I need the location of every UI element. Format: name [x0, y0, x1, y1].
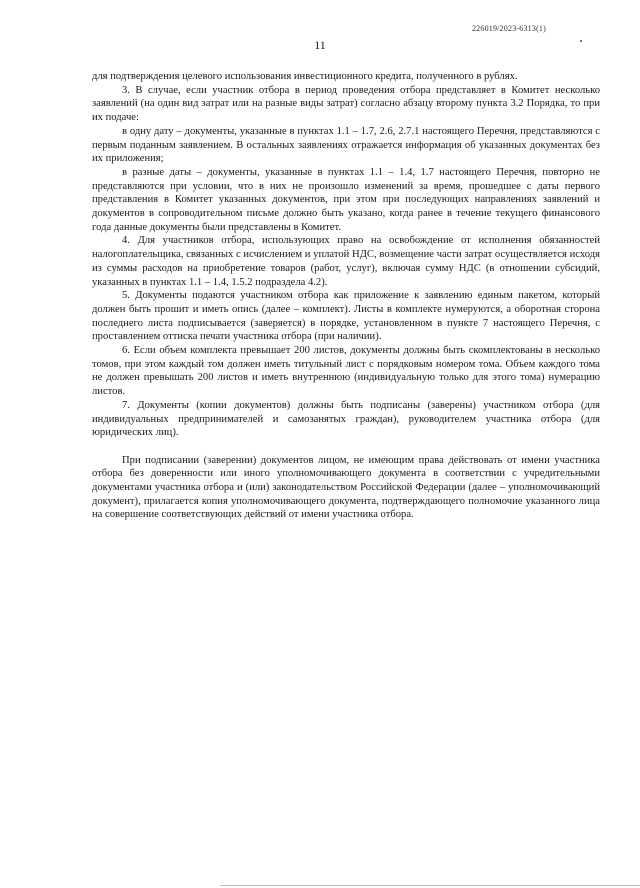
paragraph-same-date: в одну дату – документы, указанные в пунктах 1.1 – 1.7, 2.6, 2.7.1 настоящего Перечня, представляются с первым поданным заявлением. В остальных заявлениях отражается информация об указанных документах без их приложения;: [92, 125, 600, 165]
scan-dot: [580, 40, 582, 42]
paragraph-signing: При подписании (заверении) документов лицом, не имеющим права действовать от имени участника отбора без доверенности или иного уполномочивающего документа в соответствии с учредительными документами участника отбора и (или) законодательством Российской Федерации (далее – уполномочивающий документ), прилагается копия уполномочивающего документа, подтверждающего полномочие указанного лица на совершение соответствующих действий от имени участника отбора.: [92, 454, 600, 521]
paragraph-item-4: 4. Для участников отбора, использующих право на освобождение от исполнения обязанностей налогоплательщика, связанных с исчислением и уплатой НДС, возмещение части затрат осуществляется исходя из суммы расходов на приобретение товаров (работ, услуг), включая сумму НДС (в отношении субсидий, указанных в пунктах 1.1 – 1.4, 1.5.2 подраздела 4.2).: [92, 235, 600, 288]
paragraph-item-6: 6. Если объем комплекта превышает 200 листов, документы должны быть скомплектованы в несколько томов, при этом каждый том должен иметь титульный лист с порядковым номером тома. Объем каждого тома не должен превышать 200 листов и иметь внутреннюю (индивидуальную только для этого тома) нумерацию листов.: [92, 345, 600, 398]
paragraph-item-5: 5. Документы подаются участником отбора как приложение к заявлению единым пакетом, который должен быть прошит и иметь опись (далее – комплект). Листы в комплекте нумеруются, а оборотная сторона последнего листа подписывается (заверяется) в порядке, установленном в пункте 7 настоящего Перечня, с проставлением оттиска печати участника отбора (при наличии).: [92, 290, 600, 343]
page-number: 11: [314, 38, 326, 52]
document-id: 226019/2023-6313(1): [471, 24, 546, 33]
paragraph-item-7: 7. Документы (копии документов) должны быть подписаны (заверены) участником отбора (для индивидуальных предпринимателей и самозанятых граждан), руководителем участника отбора (для юридических лиц).: [92, 399, 600, 439]
bottom-scan-line: [220, 885, 640, 886]
document-body: [92, 70, 600, 522]
paragraph-item-3: 3. В случае, если участник отбора в период проведения отбора представляет в Комитет несколько заявлений (на один вид затрат или на разные виды затрат) согласно абзацу второму пункта 3.2 Порядка, то при их подаче:: [92, 84, 600, 124]
paragraph-different-dates: в разные даты – документы, указанные в пунктах 1.1 – 1.4, 1.7 настоящего Перечня, повторно не представляются при условии, что в них не произошло изменений за время, прошедшее с даты первого представления в Комитет указанных документов, при этом при последующих направлениях заявлений и документов в сопроводительном письме должно быть указано, когда ранее в течение текущего финансового года данные документы были представлены в Комитет.: [92, 166, 600, 233]
paragraph-continuation: для подтверждения целевого использования инвестиционного кредита, полученного в рублях.: [92, 71, 518, 82]
